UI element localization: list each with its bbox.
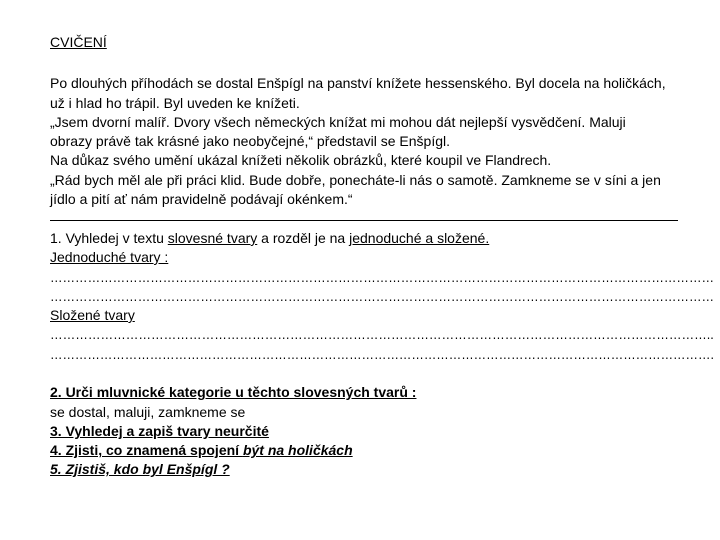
- term-verb-forms: slovesné tvary: [167, 230, 258, 246]
- answer-dots: …………………………………………………………………………………………………………………………………………….: [50, 346, 714, 362]
- task-2: 2. Urči mluvnické kategorie u těchto slovesných tvarů :: [50, 384, 417, 400]
- story-line: Po dlouhých příhodách se dostal Enšpígl na panství knížete hessenského. Byl docela na holičkách,: [50, 75, 666, 91]
- divider-line: [50, 220, 678, 221]
- task-5: 5. Zjistiš, kdo byl Enšpígl ?: [50, 461, 230, 477]
- answer-dots: ……………………………………………………………………………………………………………………………………………: [50, 269, 714, 285]
- story-line: už i hlad ho trápil. Byl uveden ke knížeti.: [50, 95, 300, 111]
- story-line: Na důkaz svého umění ukázal knížeti několik obrázků, které koupil ve Flandrech.: [50, 152, 552, 168]
- task-1-middle: a rozděl je na: [257, 230, 350, 246]
- story-line: jídlo a pití ať nám pravidelně podávají okénkem.“: [50, 191, 353, 207]
- story-line: „Jsem dvorní malíř. Dvory všech německých knížat mi mohou dát nejlepší vysvědčení. Maluji: [50, 114, 626, 130]
- compound-forms-label: Složené tvary: [50, 307, 135, 323]
- simple-forms-label: Jednoduché tvary :: [50, 249, 169, 265]
- task-1: [50, 229, 489, 247]
- page-title: CVIČENÍ: [50, 34, 107, 50]
- story-line: „Rád bych měl ale při práci klid. Bude dobře, ponecháte-li nás o samotě. Zamkneme se v síni a jen: [50, 172, 661, 188]
- task-3: 3. Vyhledej a zapiš tvary neurčité: [50, 423, 269, 439]
- story-line: obrazy právě tak krásné jako neobyčejné,“ představil se Enšpígl.: [50, 133, 450, 149]
- task-1-prefix: 1. Vyhledej v textu: [50, 230, 168, 246]
- term-simple-compound: jednoduché a složené.: [349, 230, 490, 246]
- task-4-phrase: být na holičkách: [242, 442, 353, 458]
- task-4-prefix: 4. Zjisti, co znamená spojení: [50, 442, 243, 458]
- answer-dots: …………………………………………………………………………………………………………………………………………..: [50, 326, 714, 342]
- task-4: [50, 441, 353, 459]
- task-2-words: se dostal, maluji, zamkneme se: [50, 404, 246, 420]
- answer-dots: ……………………………………………………………………………………………………………………………………………: [50, 288, 714, 304]
